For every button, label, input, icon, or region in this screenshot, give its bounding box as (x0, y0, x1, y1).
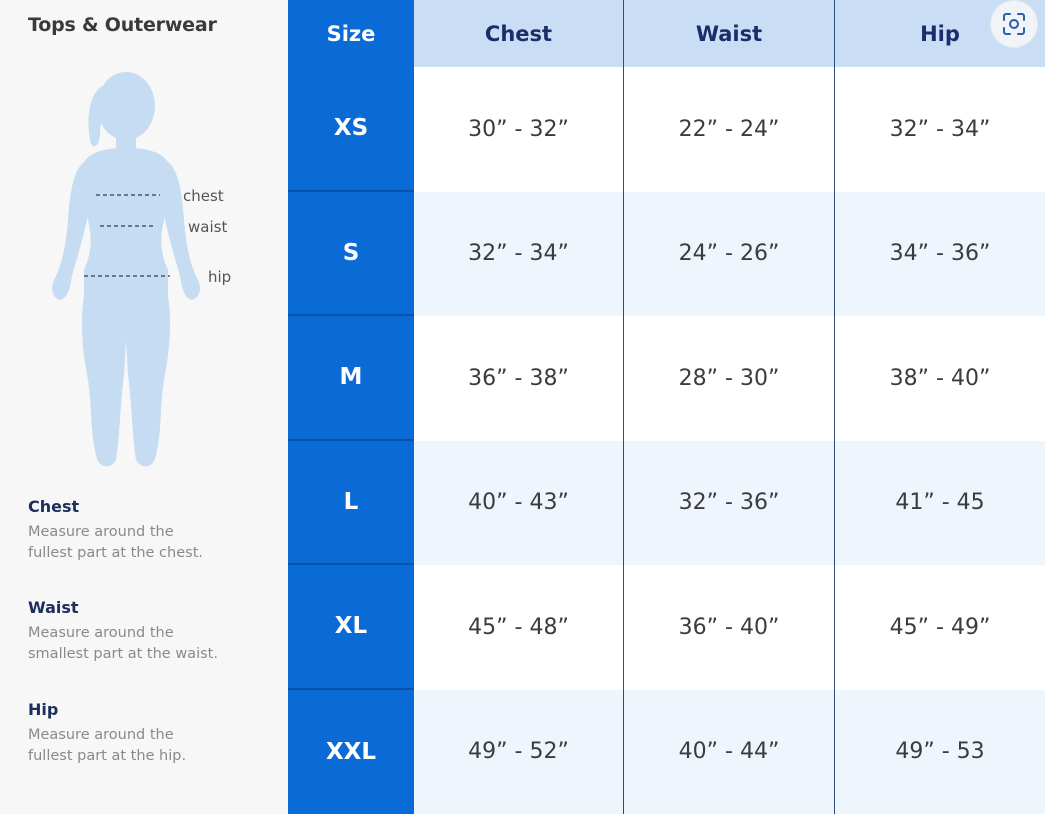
chest-description-text (28, 522, 278, 564)
hip-description-text (28, 725, 278, 767)
header-waist: Waist (624, 0, 835, 67)
waist-cell: 22” - 24” (624, 67, 835, 192)
hip-description-line: fullest part at the hip. (28, 748, 187, 764)
visual-search-icon (1001, 11, 1027, 37)
hip-cell: 34” - 36” (835, 192, 1045, 317)
chest-cell: 45” - 48” (414, 565, 624, 690)
hip-description (28, 700, 278, 767)
waist-description-text (28, 623, 278, 665)
size-cell: S (288, 192, 414, 317)
chest-cell: 30” - 32” (414, 67, 624, 192)
hip-cell: 45” - 49” (835, 565, 1045, 690)
header-chest: Chest (414, 0, 624, 67)
chest-figure-label: chest (183, 187, 224, 205)
measurement-guide-panel (0, 0, 288, 814)
bottom-strip (0, 814, 1055, 824)
chest-cell: 49” - 52” (414, 690, 624, 815)
chest-description-line: fullest part at the chest. (28, 545, 203, 561)
waist-description-line: smallest part at the waist. (28, 646, 218, 662)
woman-silhouette-icon (40, 70, 250, 480)
waist-cell: 40” - 44” (624, 690, 835, 815)
panel-title: Tops & Outerwear (28, 14, 217, 36)
waist-figure-label: waist (188, 218, 228, 236)
chest-cell: 32” - 34” (414, 192, 624, 317)
header-size: Size (288, 0, 414, 67)
hip-cell: 41” - 45 (835, 441, 1045, 566)
size-cell: XL (288, 565, 414, 690)
chest-description-line: Measure around the (28, 524, 174, 540)
size-chart-table (288, 0, 1045, 814)
waist-cell: 36” - 40” (624, 565, 835, 690)
size-cell: XS (288, 67, 414, 192)
hip-cell: 49” - 53 (835, 690, 1045, 815)
chest-description-title: Chest (28, 497, 80, 516)
chest-cell: 36” - 38” (414, 316, 624, 441)
waist-cell: 28” - 30” (624, 316, 835, 441)
waist-cell: 32” - 36” (624, 441, 835, 566)
chest-cell: 40” - 43” (414, 441, 624, 566)
chest-description (28, 497, 278, 564)
size-cell: L (288, 441, 414, 566)
waist-description-line: Measure around the (28, 625, 174, 641)
waist-description-title: Waist (28, 598, 79, 617)
waist-description (28, 598, 278, 665)
hip-cell: 38” - 40” (835, 316, 1045, 441)
size-cell: XXL (288, 690, 414, 815)
waist-cell: 24” - 26” (624, 192, 835, 317)
hip-description-title: Hip (28, 700, 59, 719)
size-cell: M (288, 316, 414, 441)
hip-cell: 32” - 34” (835, 67, 1045, 192)
header-hip: Hip (835, 0, 1045, 67)
hip-figure-label: hip (208, 268, 232, 286)
visual-search-button[interactable] (991, 1, 1037, 47)
hip-description-line: Measure around the (28, 727, 174, 743)
